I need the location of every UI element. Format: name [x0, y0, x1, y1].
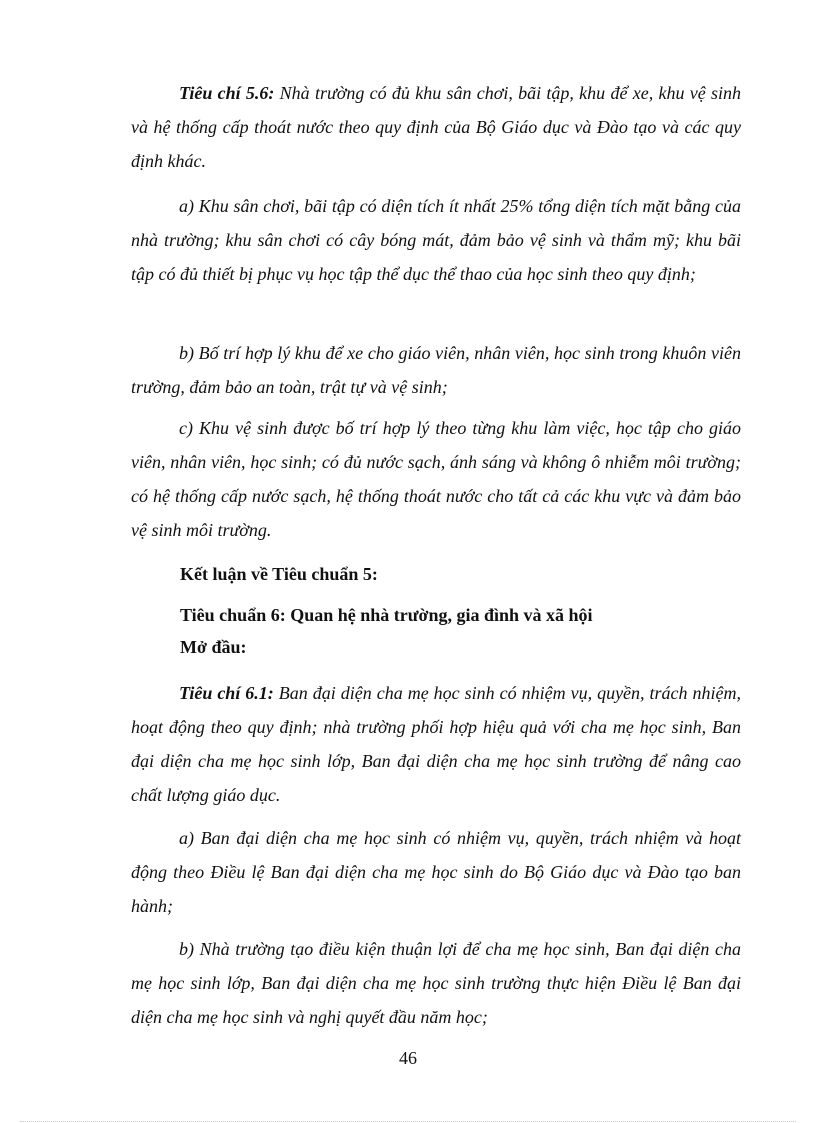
criterion-5-6-paragraph [131, 76, 741, 178]
criterion-5-6-item-a: a) Khu sân chơi, bãi tập có diện tích ít nhất 25% tổng diện tích mặt bằng của nhà trường; khu sân chơi có cây bóng mát, đảm bảo vệ sinh và thẩm mỹ; khu bãi tập có đủ thiết bị phục vụ học tập thể dục thể thao của học sinh theo quy định; [131, 196, 741, 284]
standard-6-heading: Tiêu chuẩn 6: Quan hệ nhà trường, gia đình và xã hội [180, 605, 593, 625]
criterion-5-6-label: Tiêu chí 5.6: [179, 83, 275, 103]
conclusion-heading: Kết luận về Tiêu chuẩn 5: [180, 564, 378, 584]
criterion-6-1-item-a: a) Ban đại diện cha mẹ học sinh có nhiệm vụ, quyền, trách nhiệm và hoạt động theo Điều lệ Ban đại diện cha mẹ học sinh do Bộ Giáo dục và Đào tạo ban hành; [131, 828, 741, 916]
footer-divider [20, 1121, 796, 1122]
criterion-5-6-text: Nhà trường có đủ khu sân chơi, bãi tập, khu để xe, khu vệ sinh và hệ thống cấp thoát nước theo quy định của Bộ Giáo dục và Đào tạo và các quy định khác. [131, 83, 742, 171]
criterion-5-6-item-c: c) Khu vệ sinh được bố trí hợp lý theo từng khu làm việc, học tập cho giáo viên, nhân viên, học sinh; có đủ nước sạch, ánh sáng và không ô nhiễm môi trường; có hệ thống cấp nước sạch, hệ thống thoát nước cho tất cả các khu vực và đảm bảo vệ sinh môi trường. [131, 418, 741, 540]
criterion-6-1-label: Tiêu chí 6.1: [179, 683, 274, 703]
criterion-6-1-item-b: b) Nhà trường tạo điều kiện thuận lợi để cha mẹ học sinh, Ban đại diện cha mẹ học sinh lớp, Ban đại diện cha mẹ học sinh trường thực hiện Điều lệ Ban đại diện cha mẹ học sinh và nghị quyết đầu năm học; [131, 939, 741, 1027]
criterion-6-1-text: Ban đại diện cha mẹ học sinh có nhiệm vụ, quyền, trách nhiệm, hoạt động theo quy định; nhà trường phối hợp hiệu quả với cha mẹ học sinh, Ban đại diện cha mẹ học sinh lớp, Ban đại diện cha mẹ học sinh trường để nâng cao chất lượng giáo dục. [131, 683, 741, 805]
criterion-5-6-item-b: b) Bố trí hợp lý khu để xe cho giáo viên, nhân viên, học sinh trong khuôn viên trường, đảm bảo an toàn, trật tự và vệ sinh; [131, 343, 741, 397]
intro-heading: Mở đầu: [180, 637, 247, 657]
page-number: 46 [399, 1048, 417, 1068]
criterion-6-1-paragraph [131, 676, 741, 812]
